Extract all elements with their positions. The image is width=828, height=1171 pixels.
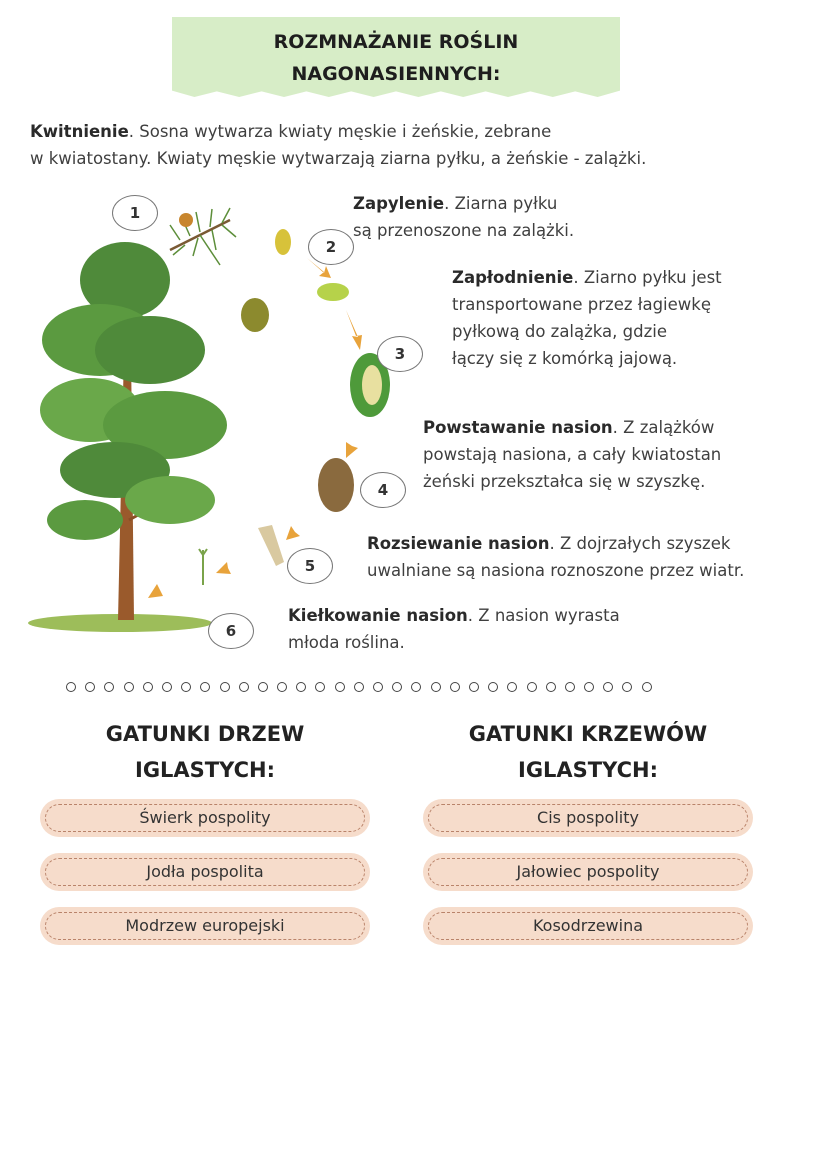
step-6-line-2: młoda roślina. [288, 633, 405, 652]
divider-dot [431, 682, 441, 692]
step-2-line-2: są przenoszone na zalążki. [353, 221, 575, 240]
divider-dot [622, 682, 632, 692]
divider-dot [603, 682, 613, 692]
divider-dot [469, 682, 479, 692]
step-2-term: Zapylenie [353, 194, 445, 213]
step-3-line-2: transportowane przez łagiewkę [452, 295, 711, 314]
page-title [172, 26, 620, 90]
step-6-line-1: . Z nasion wyrasta [467, 606, 620, 625]
male-cone-icon [275, 229, 291, 255]
step-2-line-1: . Ziarna pyłku [444, 194, 558, 213]
dotted-divider [66, 682, 746, 692]
tree-item [40, 907, 370, 945]
divider-dot [220, 682, 230, 692]
divider-dot [277, 682, 287, 692]
divider-dot [488, 682, 498, 692]
divider-dot [411, 682, 421, 692]
step-5-number: 5 [287, 548, 333, 584]
intro-term: Kwitnienie [30, 122, 129, 141]
step-2-number: 2 [308, 229, 354, 265]
seed-icon [258, 525, 284, 566]
intro-text-2: w kwiatostany. Kwiaty męskie wytwarzają ziarna pyłku, a żeńskie - zalążki. [30, 149, 647, 168]
tree-item-label: Modrzew europejski [125, 916, 285, 935]
step-4-text [423, 414, 721, 495]
step-3-text [452, 264, 722, 372]
step-6-number: 6 [208, 613, 254, 649]
divider-dot [335, 682, 345, 692]
step-5-line-2: uwalniane są nasiona roznoszone przez wiatr. [367, 561, 745, 580]
pine-branch-icon [170, 208, 236, 265]
shrub-item-label: Cis pospolity [537, 808, 639, 827]
trees-heading-line-1: GATUNKI DRZEW [105, 722, 305, 746]
divider-dot [565, 682, 575, 692]
step-4-line-3: żeński przekształca się w szyszkę. [423, 472, 706, 491]
trees-heading [40, 716, 370, 788]
divider-dot [507, 682, 517, 692]
step-6-term: Kiełkowanie nasion [288, 606, 468, 625]
seedling-icon [199, 549, 207, 585]
divider-dot [354, 682, 364, 692]
step-3-term: Zapłodnienie [452, 268, 574, 287]
step-2-text [353, 190, 574, 244]
pollen-icon [317, 283, 349, 301]
divider-dot [200, 682, 210, 692]
tree-item [40, 853, 370, 891]
divider-dot [162, 682, 172, 692]
step-6-text [288, 602, 620, 656]
shrub-item-label: Kosodrzewina [532, 916, 644, 935]
shrub-item-label: Jałowiec pospolity [516, 862, 660, 881]
trees-heading-line-2: IGLASTYCH: [135, 758, 275, 782]
shrub-item [423, 907, 753, 945]
divider-dot [104, 682, 114, 692]
divider-dot [296, 682, 306, 692]
divider-dot [143, 682, 153, 692]
divider-dot [584, 682, 594, 692]
divider-dot [527, 682, 537, 692]
shrubs-heading-line-2: IGLASTYCH: [518, 758, 658, 782]
pine-tree-icon [40, 242, 227, 540]
title-line-1: ROZMNAŻANIE ROŚLIN [273, 31, 519, 53]
intro-paragraph [30, 118, 790, 172]
step-4-term: Powstawanie nasion [423, 418, 613, 437]
shrubs-heading [423, 716, 753, 788]
tree-item [40, 799, 370, 837]
divider-dot [239, 682, 249, 692]
step-5-line-1: . Z dojrzałych szyszek [549, 534, 731, 553]
female-flower-icon [241, 298, 269, 332]
step-5-term: Rozsiewanie nasion [367, 534, 550, 553]
divider-dot [450, 682, 460, 692]
step-4-number: 4 [360, 472, 406, 508]
tree-item-label: Jodła pospolita [146, 862, 264, 881]
divider-dot [546, 682, 556, 692]
shrubs-heading-line-1: GATUNKI KRZEWÓW [468, 722, 708, 746]
step-3-line-4: łączy się z komórką jajową. [452, 349, 678, 368]
step-4-line-1: . Z zalążków [612, 418, 715, 437]
tree-item-label: Świerk pospolity [139, 808, 271, 827]
step-3-number: 3 [377, 336, 423, 372]
divider-dot [124, 682, 134, 692]
divider-dot [642, 682, 652, 692]
step-5-text [367, 530, 744, 584]
step-3-line-3: pyłkową do zalążka, gdzie [452, 322, 667, 341]
intro-text-1: . Sosna wytwarza kwiaty męskie i żeńskie, zebrane [128, 122, 552, 141]
divider-dot [181, 682, 191, 692]
divider-dot [258, 682, 268, 692]
divider-dot [373, 682, 383, 692]
divider-dot [392, 682, 402, 692]
shrub-item [423, 799, 753, 837]
shrub-item [423, 853, 753, 891]
step-1-number: 1 [112, 195, 158, 231]
divider-dot [85, 682, 95, 692]
divider-dot [66, 682, 76, 692]
title-line-2: NAGONASIENNYCH: [291, 63, 501, 85]
divider-dot [315, 682, 325, 692]
step-3-line-1: . Ziarno pyłku jest [573, 268, 722, 287]
step-4-line-2: powstają nasiona, a cały kwiatostan [423, 445, 722, 464]
cone-icon [318, 458, 354, 512]
